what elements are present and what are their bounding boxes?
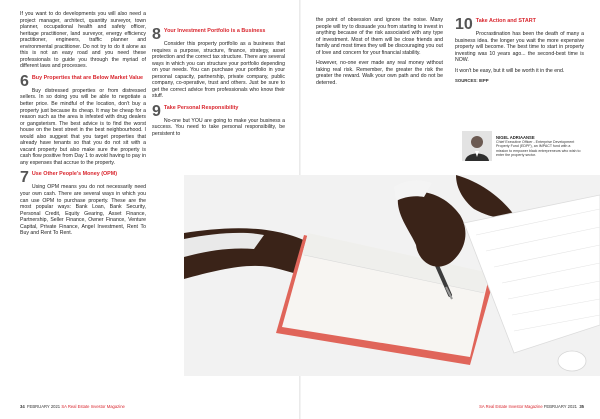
footer-left (20, 404, 125, 409)
section-8 (152, 27, 285, 100)
section-number: 10 (455, 16, 473, 33)
section-title: Take Personal Responsibility (163, 104, 239, 111)
column-2 (152, 27, 285, 142)
article-photo (184, 175, 600, 376)
section-8-header (152, 27, 285, 41)
intro-paragraph: If you want to do developments you will also need a project manager, architect, quantity surveyor, town planner, occupational health and safety officer, heritage practitioner, land surveyor, energy efficiency practitioner, engineers, traffic planner and environmental practitioner. Do not try to do it alone as this is not an easy road and you need these professionals to guide you through the myriad of different laws and processes. (20, 11, 146, 70)
section-title: Buy Properties that are Below Market Value (31, 74, 144, 81)
section-10 (455, 17, 584, 64)
section-title: Your Investment Portfolio is a Business (163, 28, 266, 34)
section-body: Using OPM means you do not necessarily need your own cash. There are several ways in which you can use OPM to purchase property. These are the most popular ways: Bank Loan, Bank Security, Personal Credit, Equity Gearing, Asset Finance, Partnership, Seller Finance, Owner Finance, Venture Capital, Private Finance, Angel Investment, Rent To Buy and Rent To Rent. (20, 184, 146, 237)
section-body: Buy distressed properties or from distressed sellers. In so doing you will be able to negotiate a better price. Be mindful of the location, don't buy a property just because its cheap. It may be cheap for a reason such as the area is infested with drug dealers or gangsterism. The best advice is to find the worst house on the best street in the best neighbourhood. I would also suggest that you target properties that already have tenants so that you do not sit with a vacant property but also make sure the property is cash flow positive from Day 1 to avoid having to pay in any expenses that accrue to the property. (20, 87, 146, 166)
section-7 (20, 170, 146, 236)
section-number: 7 (20, 169, 29, 187)
closing-paragraph: It won't be easy, but it will be worth it in the end. (455, 67, 565, 74)
page-number-right: 35 (579, 404, 584, 409)
section-body: No-one but YOU are going to make your business a success. You need to take personal responsibility, be persistent to (152, 117, 285, 138)
issue-right: FEBRUARY 2021 (543, 404, 577, 409)
column-1 (20, 11, 146, 241)
section-title: Use Other People's Money (OPM) (31, 171, 118, 178)
column-4 (455, 17, 584, 85)
author-portrait (462, 131, 492, 161)
page-number-left: 34 (20, 404, 25, 409)
magazine-name-left: SA Real Estate Investor Magazine (61, 404, 125, 409)
section-number: 9 (152, 102, 161, 120)
author-role: Chief Executive Officer - Enterprise Development Property Fund (EDPF), an IMPACT fund with a mission to empower black entrepreneurs who wish to enter the property sector. (496, 140, 581, 157)
section-6 (20, 74, 146, 167)
sources-label: SOURCES: IEPP (455, 78, 489, 84)
author-name: NIGEL ADRIAANSE (496, 135, 535, 140)
notebook-hands-illustration (184, 175, 600, 376)
footer-right (479, 404, 584, 409)
section-number: 8 (152, 26, 161, 43)
author-box (462, 131, 584, 173)
section-6-header (20, 74, 146, 88)
section-body: Procrastination has been the death of many a business idea. the longer you wait the more expensive property will become. The best time to start in property investing was 10 years ago... the second-best time is NOW. (455, 31, 584, 64)
magazine-name-right: SA Real Estate Investor Magazine (479, 404, 543, 409)
section-10-header (455, 17, 584, 31)
section-body: Consider this property portfolio as a business that requires a purpose, structure, finance, strategy, asset protection and the correct tax structure. There are several ways in which you can structure your portfolio depending on your needs. You can purchase your portfolio in your personal capacity, partnership, private company, public company, co-operative, trust and others. Just be sure to get the correct advice from professionals who know their stuff. (152, 41, 285, 100)
section-9-header (152, 104, 285, 118)
section-9 (152, 104, 285, 138)
issue-left: FEBRUARY 2021 (27, 404, 61, 409)
paragraph: However, no-one ever made any real money without taking real risk. Remember, the greater the risk the greater the reward. Walk your own path and do not be deterred. (316, 60, 443, 86)
column-3 (316, 17, 443, 90)
author-photo-icon (462, 131, 492, 161)
paragraph: the point of obsession and ignore the noise. Many people will try to dissuade you from starting to invest in anything because of the risk associated with any type of investment. Most of them will be close friends and family and most times they will be discouraging you out of love and concern for your financial stability. (316, 17, 443, 56)
section-7-header (20, 169, 146, 187)
section-title: Take Action and START (475, 18, 536, 24)
section-number: 6 (20, 72, 29, 90)
